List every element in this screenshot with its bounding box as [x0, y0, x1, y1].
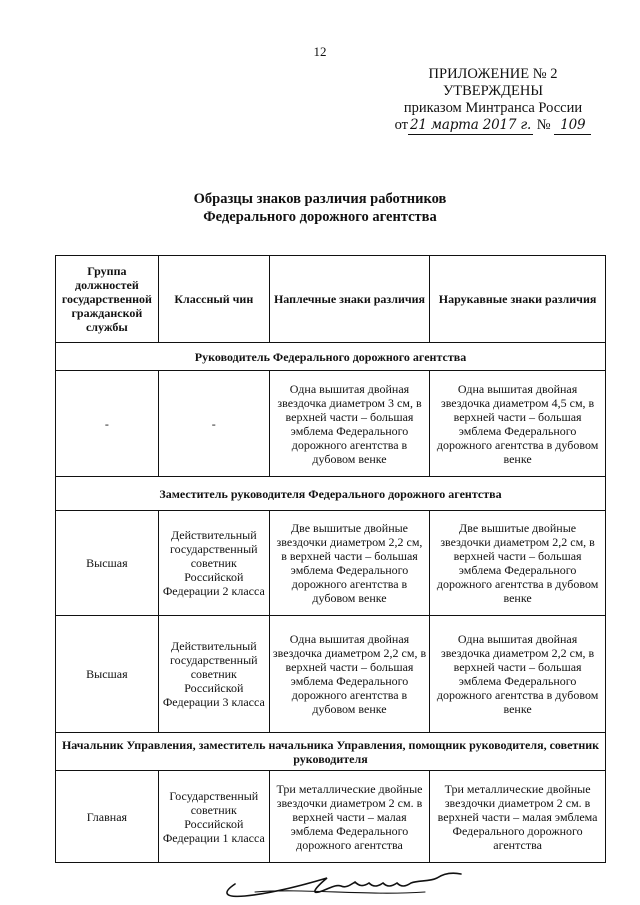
table-row [56, 511, 606, 616]
order-ot-label: от [394, 117, 409, 133]
cell-sleeve: Одна вышитая двойная звездочка диаметром 2,2 см, в верхней части – большая эмблема Федерального дорожного агентства в дубовом венке [430, 616, 606, 733]
cell-rank: Действительный государственный советник Российской Федерации 3 класса [158, 616, 269, 733]
document-title-line-1: Образцы знаков различия работников [193, 191, 447, 207]
order-num-sign: № [536, 117, 551, 133]
section-title: Начальник Управления, заместитель начальника Управления, помощник руководителя, советник руководителя [56, 733, 606, 771]
header-shoulder: Наплечные знаки различия [269, 256, 429, 343]
section-title: Заместитель руководителя Федерального дорожного агентства [56, 477, 606, 511]
approved-label: УТВЕРЖДЕНЫ [442, 83, 544, 99]
cell-rank: Государственный советник Российской Федерации 1 класса [158, 771, 269, 863]
section-row [56, 477, 606, 511]
order-by-label: приказом Минтранса России [403, 100, 583, 116]
page-number: 12 [313, 44, 327, 59]
table-row [56, 371, 606, 477]
section-title: Руководитель Федерального дорожного агентства [56, 343, 606, 371]
document-title-line-2: Федерального дорожного агентства [203, 209, 437, 225]
cell-sleeve: Три металлические двойные звездочки диаметром 2 см. в верхней части – малая эмблема Федерального дорожного агентства [430, 771, 606, 863]
header-group: Группа должностей государственной гражданской службы [56, 256, 159, 343]
insignia-table [55, 255, 606, 863]
document-title [0, 190, 640, 226]
cell-rank: Действительный государственный советник Российской Федерации 2 класса [158, 511, 269, 616]
order-date: 21 марта 2017 г. [410, 117, 532, 133]
cell-rank: - [158, 371, 269, 477]
cell-group: Главная [56, 771, 159, 863]
cell-group: Высшая [56, 616, 159, 733]
cell-group: Высшая [56, 511, 159, 616]
table-row [56, 616, 606, 733]
header-rank: Классный чин [158, 256, 269, 343]
cell-shoulder: Две вышитые двойные звездочки диаметром 2,2 см, в верхней части – большая эмблема Федерального дорожного агентства в дубовом венке [269, 511, 429, 616]
section-row [56, 343, 606, 371]
table-row [56, 771, 606, 863]
cell-group: - [56, 371, 159, 477]
handwritten-signature-icon [215, 862, 475, 902]
cell-sleeve: Одна вышитая двойная звездочка диаметром 4,5 см, в верхней части – большая эмблема Федерального дорожного агентства в дубовом венке [430, 371, 606, 477]
order-line [380, 117, 606, 135]
cell-shoulder: Три металлические двойные звездочки диаметром 2 см. в верхней части – малая эмблема Федерального дорожного агентства [269, 771, 429, 863]
cell-shoulder: Одна вышитая двойная звездочка диаметром 3 см, в верхней части – большая эмблема Федерального дорожного агентства в дубовом венке [269, 371, 429, 477]
cell-shoulder: Одна вышитая двойная звездочка диаметром 2,2 см, в верхней части – большая эмблема Федерального дорожного агентства в дубовом венке [269, 616, 429, 733]
section-row [56, 733, 606, 771]
cell-sleeve: Две вышитые двойные звездочки диаметром 2,2 см, в верхней части – большая эмблема Федерального дорожного агентства в дубовом венке [430, 511, 606, 616]
approval-header [380, 66, 606, 135]
appendix-label: ПРИЛОЖЕНИЕ № 2 [428, 66, 558, 82]
header-sleeve: Нарукавные знаки различия [430, 256, 606, 343]
table-header-row [56, 256, 606, 343]
order-number: 109 [554, 117, 591, 135]
